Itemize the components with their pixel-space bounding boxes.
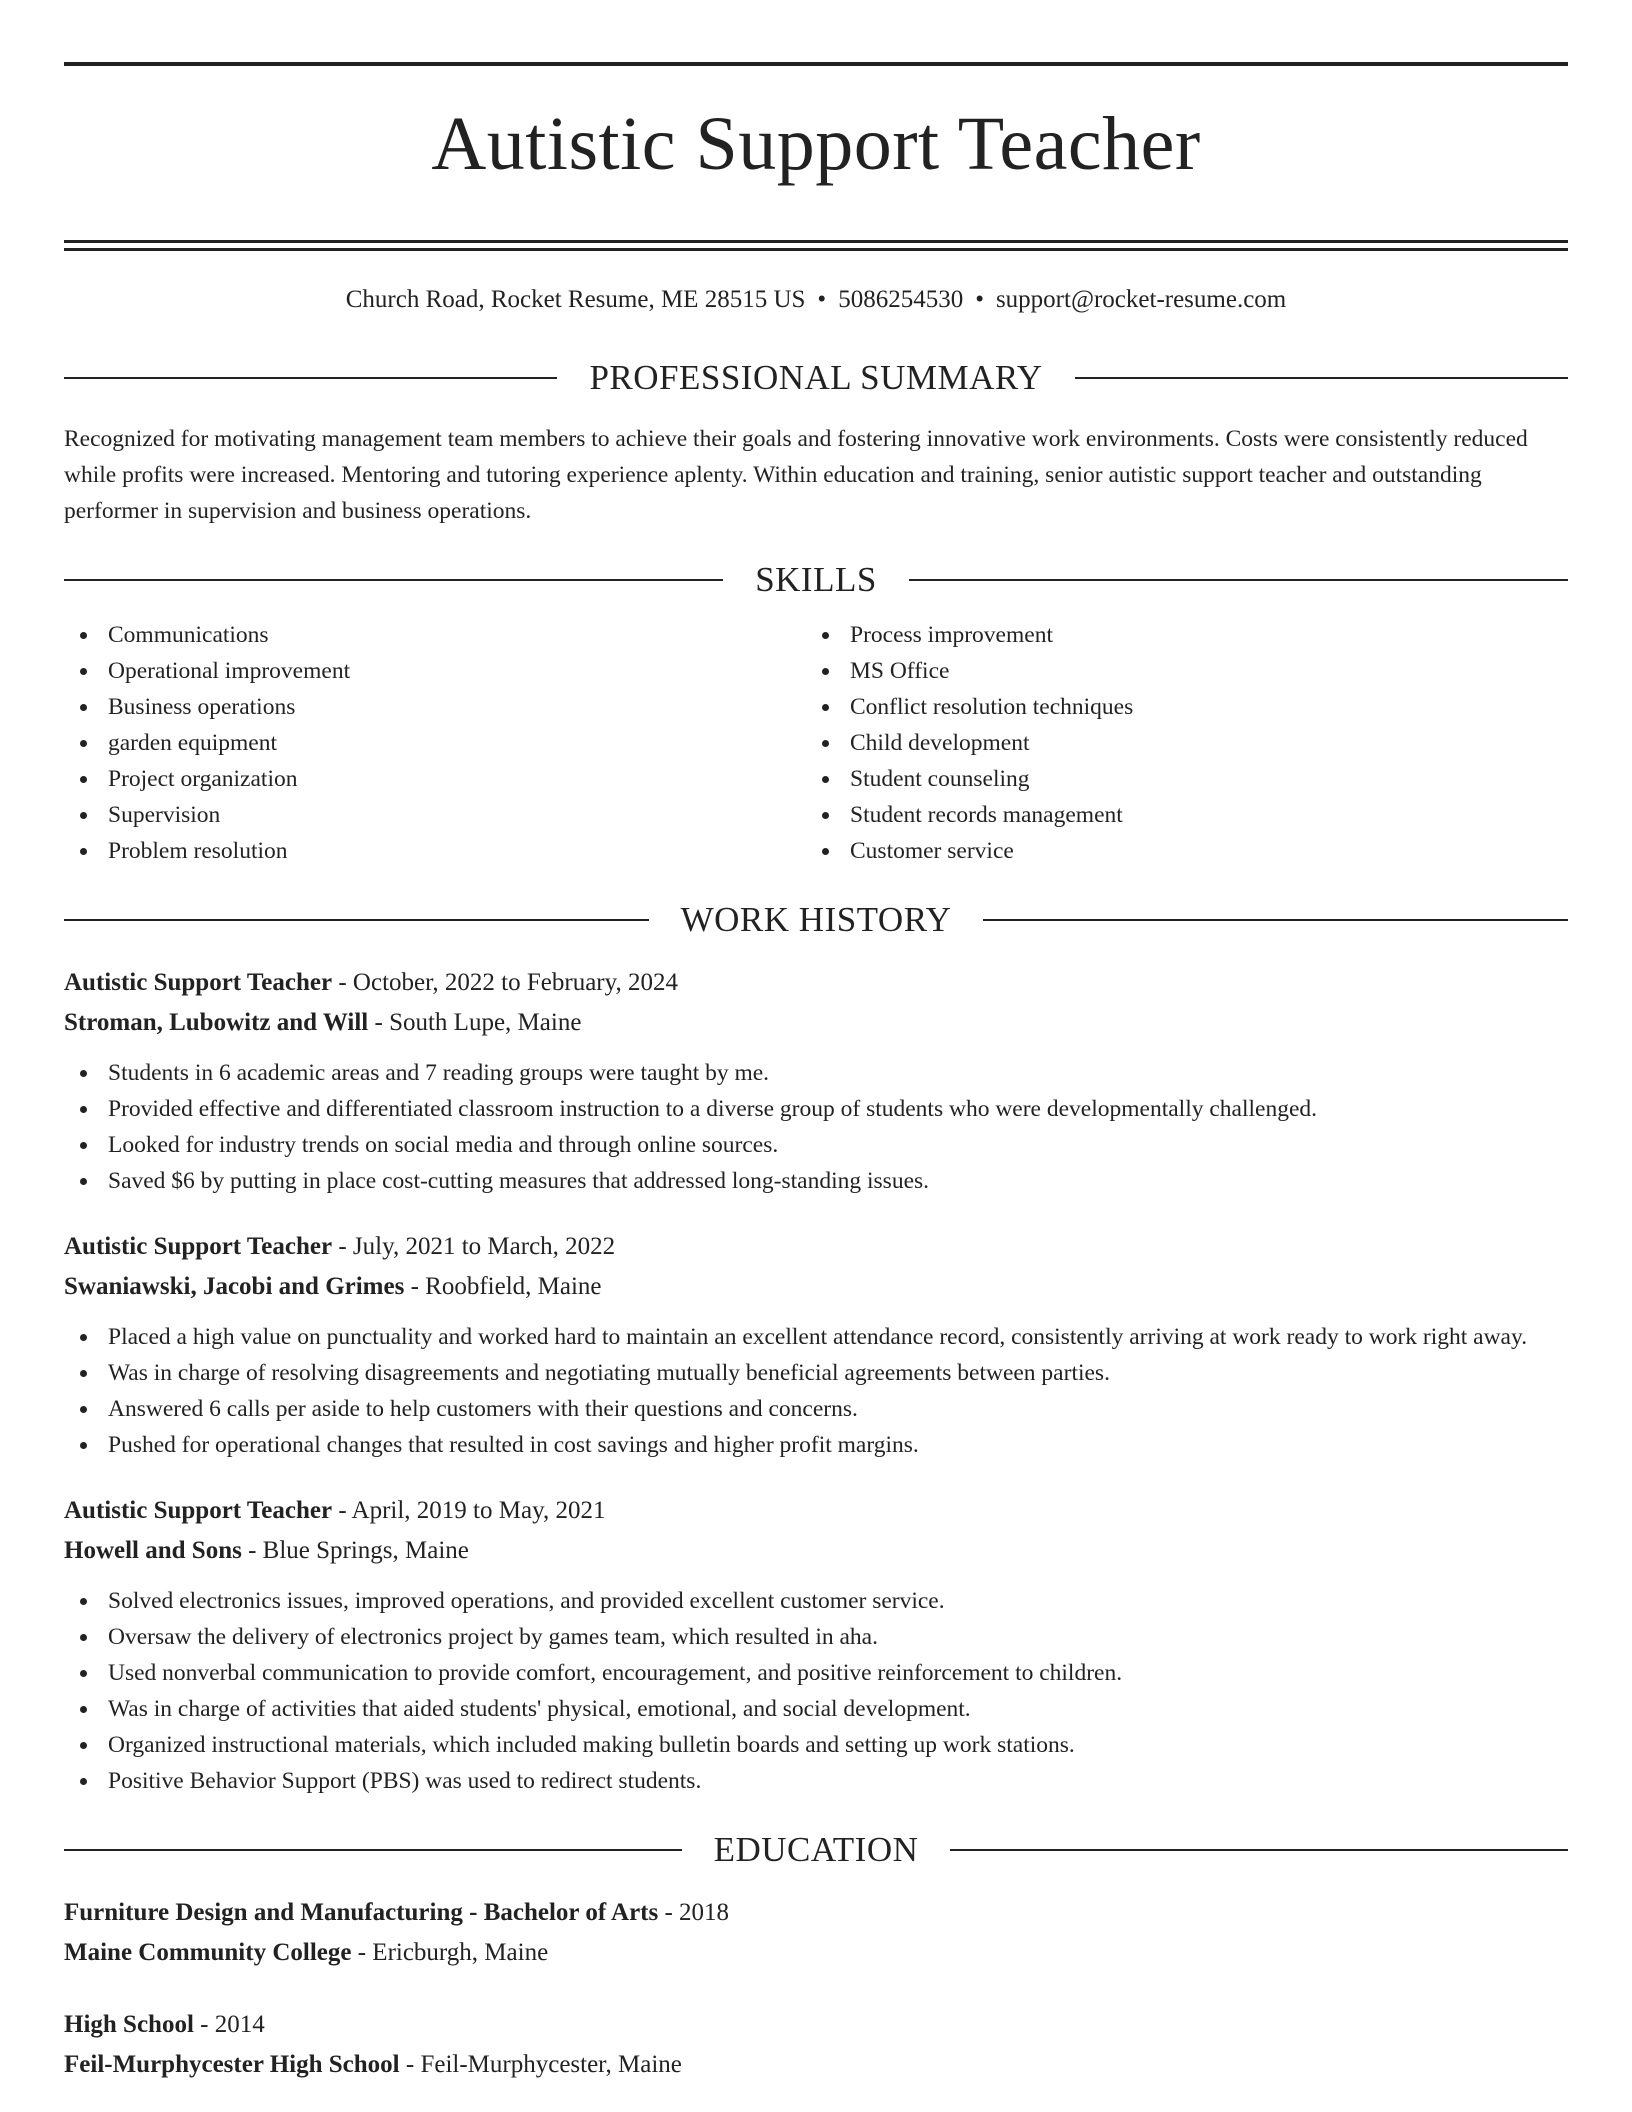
skill-item: Child development bbox=[806, 725, 1568, 761]
job-bullet: Students in 6 academic areas and 7 reading groups were taught by me. bbox=[64, 1055, 1568, 1091]
job-company-line bbox=[64, 1267, 1568, 1307]
job-title: Autistic Support Teacher bbox=[64, 1233, 333, 1260]
skill-item: Customer service bbox=[806, 833, 1568, 869]
education-school-line bbox=[64, 2045, 1568, 2085]
section-heading-summary bbox=[64, 353, 1568, 403]
heading-rule bbox=[64, 919, 649, 921]
skill-item: MS Office bbox=[806, 653, 1568, 689]
skills-column-right bbox=[806, 617, 1568, 869]
skill-item: Business operations bbox=[64, 689, 806, 725]
job-title-line bbox=[64, 963, 1568, 1003]
job-company: Howell and Sons bbox=[64, 1537, 242, 1564]
skills-column-left bbox=[64, 617, 806, 869]
skill-item: Project organization bbox=[64, 761, 806, 797]
section-heading-skills bbox=[64, 555, 1568, 605]
section-title: PROFESSIONAL SUMMARY bbox=[589, 358, 1043, 397]
job-bullet: Was in charge of activities that aided students' physical, emotional, and social development. bbox=[64, 1691, 1568, 1727]
job-title-line bbox=[64, 1227, 1568, 1267]
job-dates: - July, 2021 to March, 2022 bbox=[332, 1233, 616, 1260]
education-school-line bbox=[64, 1933, 1568, 1973]
education-entry bbox=[64, 1893, 1568, 1973]
job-bullets bbox=[64, 1319, 1568, 1463]
job-location: - South Lupe, Maine bbox=[368, 1009, 582, 1036]
header-top-rule bbox=[64, 62, 1568, 66]
job-bullet: Solved electronics issues, improved operations, and provided excellent customer service. bbox=[64, 1583, 1568, 1619]
contact-line bbox=[64, 287, 1568, 327]
education-degree: Furniture Design and Manufacturing - Bachelor of Arts bbox=[64, 1899, 659, 1926]
job-location: - Blue Springs, Maine bbox=[241, 1537, 469, 1564]
job-company: Stroman, Lubowitz and Will bbox=[64, 1009, 369, 1036]
job-title: Autistic Support Teacher bbox=[64, 1497, 333, 1524]
heading-rule bbox=[983, 919, 1568, 921]
resume-title: Autistic Support Teacher bbox=[431, 102, 1201, 186]
job-bullets bbox=[64, 1583, 1568, 1799]
skills-list bbox=[64, 617, 1568, 869]
skill-item: Communications bbox=[64, 617, 806, 653]
skill-item: Process improvement bbox=[806, 617, 1568, 653]
education-year: - 2014 bbox=[193, 2011, 265, 2038]
header-double-rule bbox=[64, 240, 1568, 251]
job-bullet: Provided effective and differentiated classroom instruction to a diverse group of students who were developmentally challenged. bbox=[64, 1091, 1568, 1127]
skill-item: Operational improvement bbox=[64, 653, 806, 689]
job-bullet: Placed a high value on punctuality and worked hard to maintain an excellent attendance record, consistently arriving at work ready to work right away. bbox=[64, 1319, 1568, 1355]
job-entry bbox=[64, 1491, 1568, 1799]
education-year: - 2018 bbox=[658, 1899, 730, 1926]
section-title: WORK HISTORY bbox=[680, 900, 952, 939]
contact-separator: • bbox=[817, 286, 827, 313]
heading-rule bbox=[950, 1849, 1568, 1851]
job-bullet: Pushed for operational changes that resulted in cost savings and higher profit margins. bbox=[64, 1427, 1568, 1463]
contact-email: support@rocket-resume.com bbox=[995, 286, 1287, 313]
education-degree: High School bbox=[64, 2011, 194, 2038]
heading-rule bbox=[64, 377, 557, 379]
section-title: SKILLS bbox=[755, 560, 877, 599]
job-dates: - October, 2022 to February, 2024 bbox=[332, 969, 679, 996]
heading-rule bbox=[64, 1849, 682, 1851]
job-bullet: Looked for industry trends on social media and through online sources. bbox=[64, 1127, 1568, 1163]
job-company-line bbox=[64, 1531, 1568, 1571]
skill-item: garden equipment bbox=[64, 725, 806, 761]
skill-item: Student records management bbox=[806, 797, 1568, 833]
job-bullet: Oversaw the delivery of electronics project by games team, which resulted in aha. bbox=[64, 1619, 1568, 1655]
job-bullet: Organized instructional materials, which included making bulletin boards and setting up work stations. bbox=[64, 1727, 1568, 1763]
contact-phone: 5086254530 bbox=[838, 286, 964, 313]
job-location: - Roobfield, Maine bbox=[404, 1273, 602, 1300]
skill-item: Conflict resolution techniques bbox=[806, 689, 1568, 725]
job-company: Swaniawski, Jacobi and Grimes bbox=[64, 1273, 405, 1300]
job-bullet: Used nonverbal communication to provide comfort, encouragement, and positive reinforcement to children. bbox=[64, 1655, 1568, 1691]
education-degree-line bbox=[64, 2005, 1568, 2045]
section-heading-work-history bbox=[64, 895, 1568, 945]
education-entry bbox=[64, 2005, 1568, 2085]
job-entry bbox=[64, 963, 1568, 1199]
heading-rule bbox=[1075, 377, 1568, 379]
education-location: - Feil-Murphycester, Maine bbox=[399, 2051, 682, 2078]
job-bullets bbox=[64, 1055, 1568, 1199]
education-school: Feil-Murphycester High School bbox=[64, 2051, 400, 2078]
job-entry bbox=[64, 1227, 1568, 1463]
job-bullet: Saved $6 by putting in place cost-cutting measures that addressed long-standing issues. bbox=[64, 1163, 1568, 1199]
job-bullet: Was in charge of resolving disagreements and negotiating mutually beneficial agreements between parties. bbox=[64, 1355, 1568, 1391]
section-heading-education bbox=[64, 1825, 1568, 1875]
contact-separator: • bbox=[975, 286, 984, 313]
resume-page bbox=[64, 62, 1568, 2085]
job-bullet: Positive Behavior Support (PBS) was used to redirect students. bbox=[64, 1763, 1568, 1799]
education-location: - Ericburgh, Maine bbox=[351, 1939, 549, 1966]
skill-item: Supervision bbox=[64, 797, 806, 833]
job-company-line bbox=[64, 1003, 1568, 1043]
skill-item: Student counseling bbox=[806, 761, 1568, 797]
job-bullet: Answered 6 calls per aside to help customers with their questions and concerns. bbox=[64, 1391, 1568, 1427]
job-dates: - April, 2019 to May, 2021 bbox=[332, 1497, 606, 1524]
skill-item: Problem resolution bbox=[64, 833, 806, 869]
job-title-line bbox=[64, 1491, 1568, 1531]
summary-text: Recognized for motivating management team members to achieve their goals and fostering innovative work environments. Costs were consistently reduced while profits were increased. Mentoring and tutoring experience aplenty. Within education and training, senior autistic support teacher and outstanding performer in supervision and business operations. bbox=[64, 426, 1528, 524]
education-degree-line bbox=[64, 1893, 1568, 1933]
heading-rule bbox=[64, 579, 723, 581]
section-title: EDUCATION bbox=[713, 1830, 919, 1869]
heading-rule bbox=[909, 579, 1568, 581]
job-title: Autistic Support Teacher bbox=[64, 969, 333, 996]
contact-address: Church Road, Rocket Resume, ME 28515 US bbox=[345, 286, 806, 313]
education-school: Maine Community College bbox=[64, 1939, 352, 1966]
